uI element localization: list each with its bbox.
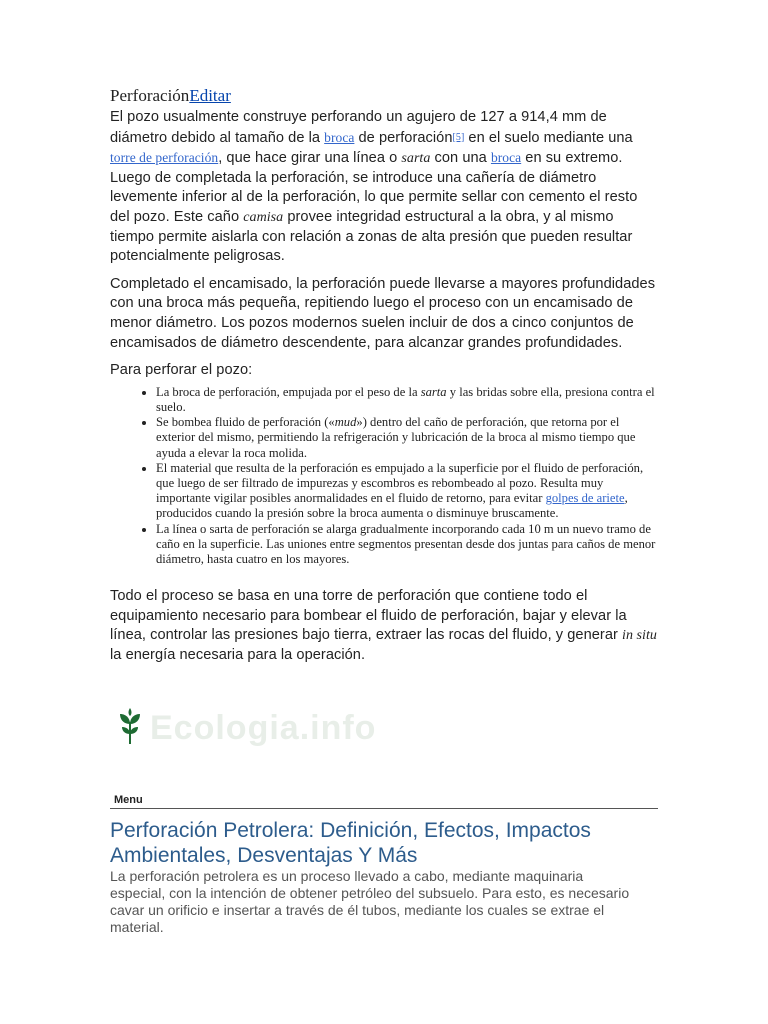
link-torre-de-perforacion[interactable]: torre de perforación [110, 150, 219, 166]
paragraph-2: Completado el encamisado, la perforación puede llevarse a mayores profundidades con una broca más pequeña, repitiendo luego el proceso con un encamisado de menor diámetro. Los pozos modernos suelen incluir de dos a cinco conjuntos de encamisados de diámetro descendente, para alcanzar grandes profundidades. [110, 275, 656, 351]
list-item [156, 385, 660, 415]
menu-bar[interactable] [110, 790, 658, 809]
plant-icon [118, 708, 142, 749]
paragraph-1 [110, 108, 660, 267]
paragraph-text: con una [430, 150, 491, 167]
article-summary: La perforación petrolera es un proceso llevado a cabo, mediante maquinaria especial, con la intención de obtener petróleo del subsuelo. Para esto, es necesario cavar un orificio e insertar a través de él tubos, mediante los cuales se extrae el material. [110, 868, 630, 935]
italic-term: mud [334, 415, 357, 430]
list-item-text: , producidos cuando la presión sobre la broca aumenta o disminuye bruscamente. [156, 491, 628, 521]
italic-term: camisa [243, 209, 284, 225]
menu-label[interactable]: Menu [114, 794, 143, 806]
article-title[interactable]: Perforación Petrolera: Definición, Efectos, Impactos Ambientales, Desventajas Y Más [110, 819, 591, 867]
list-item: • La línea o sarta de perforación se alarga gradualmente incorporando cada 10 m un nuevo tramo de caño en la superficie. Las uniones entre segmentos presentan desde dos juntas para caños de menor diámetro, hasta cuatro en los mayores. [156, 522, 660, 568]
list-item-text: ») dentro del caño de perforación, que retorna por el exterior del mismo, permitiendo la refrigeración y lubricación de la broca al mismo tiempo que ayuda a elevar la roca molida. [156, 415, 636, 460]
list-item-text: La broca de perforación, empujada por el peso de la [156, 384, 421, 399]
bullet-list [110, 385, 660, 567]
italic-term: sarta [420, 384, 447, 399]
section-heading [110, 86, 660, 106]
link-golpes-de-ariete[interactable]: golpes de ariete [545, 491, 625, 506]
paragraph-text: de perforación [354, 129, 453, 146]
paragraph-text: Todo el proceso se basa en una torre de perforación que contiene todo el equipamiento necesario para bombear el fluido de perforación, bajar y elevar la línea, controlar las presiones bajo tierra, extraer las rocas del fluido, y generar [110, 588, 627, 644]
reference-link[interactable]: [5] [452, 131, 465, 143]
paragraph-text: provee integridad estructural a la obra, y al mismo tiempo permite aislarla con relación a zonas de alta presión que pueden resultar potencialmente peligrosas. [110, 208, 633, 265]
watermark-text: Ecologia.info [150, 709, 377, 747]
section-title: Perforación [110, 86, 190, 105]
paragraph-text: en su extremo. Luego de completada la perforación, se introduce una cañería de diámetro levemente inferior al de la perforación, lo que permite sellar con cemento el resto del pozo. Este caño [110, 150, 638, 225]
italic-term: in situ [622, 628, 657, 644]
link-broca[interactable]: broca [324, 129, 355, 145]
list-item-text: y las bridas sobre ella, presiona contra el suelo. [156, 384, 655, 414]
paragraph-text: , que hace girar una línea o [218, 150, 402, 167]
paragraph-text: El pozo usualmente construye perforando un agujero de 127 a 914,4 mm de diámetro debido al tamaño de la [110, 109, 607, 146]
list-item-text: Se bombea fluido de perforación (« [156, 415, 335, 430]
list-item-text: El material que resulta de la perforación es empujado a la superficie por el fluido de perforación, que luego de ser filtrado de impurezas y escombros es rebombeado al pozo. Resulta muy importante vigilar posibles anormalidades en el fluido de retorno, para evitar [156, 460, 644, 506]
link-broca[interactable]: broca [490, 150, 522, 166]
paragraph-text: en el suelo mediante una [464, 129, 633, 146]
paragraph-4 [110, 587, 660, 665]
paragraph-text: la energía necesaria para la operación. [110, 646, 366, 663]
edit-link[interactable]: Editar [189, 86, 231, 105]
list-item [156, 415, 660, 461]
italic-term: sarta [401, 151, 431, 167]
article-content [110, 86, 660, 674]
watermark-logo [118, 708, 376, 749]
list-item [156, 461, 660, 522]
paragraph-3: Para perforar el pozo: [110, 362, 253, 379]
